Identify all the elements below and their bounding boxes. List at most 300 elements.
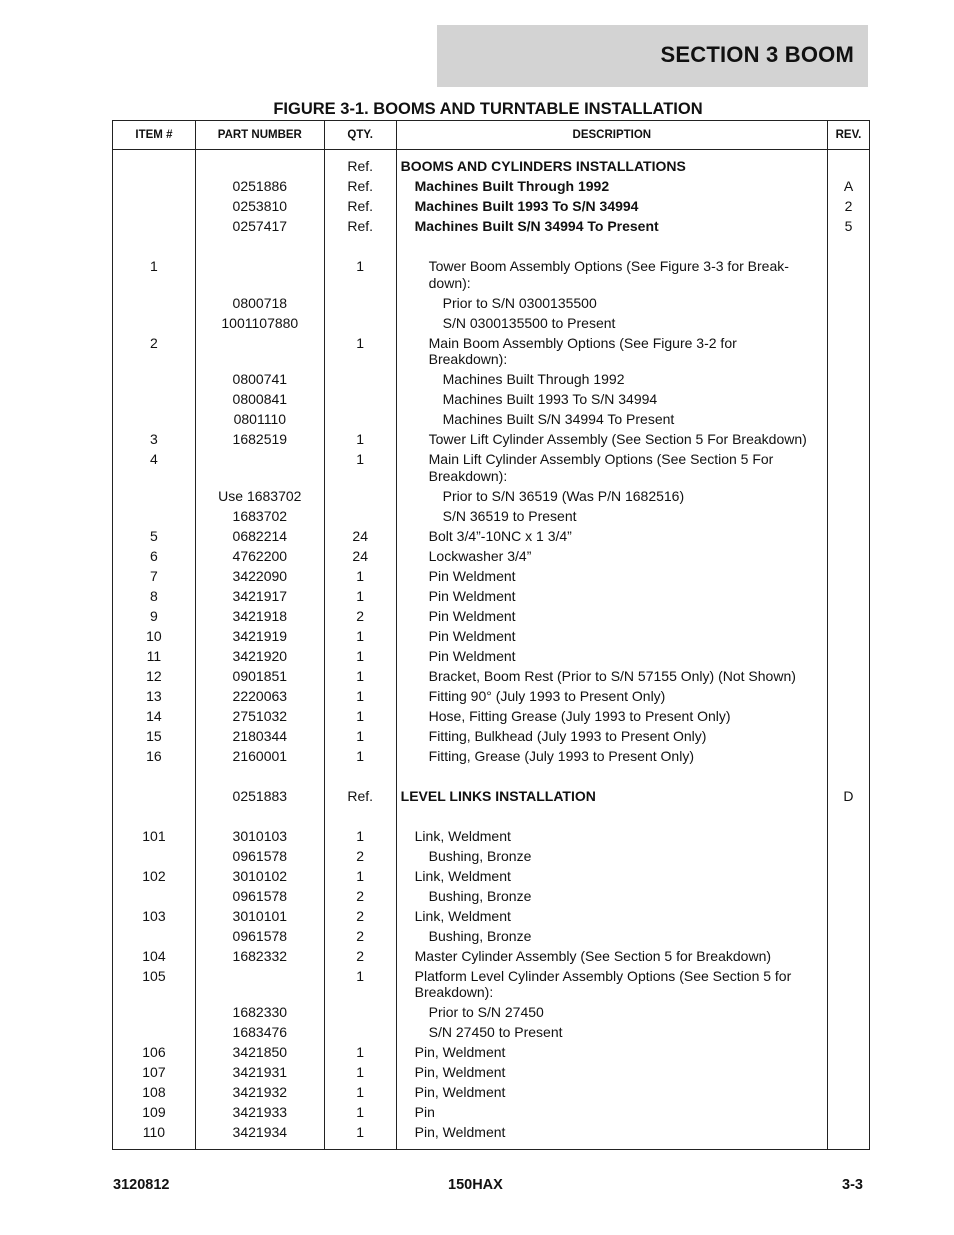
rev-cell	[827, 313, 869, 333]
figure-title: FIGURE 3-1. BOOMS AND TURNTABLE INSTALLATION	[273, 100, 703, 118]
part-number-cell: 1683702	[195, 506, 324, 526]
item-cell	[113, 886, 196, 906]
part-number-cell: 0961578	[195, 846, 324, 866]
description-cell	[396, 606, 827, 626]
table-spacer-row	[113, 806, 870, 826]
part-number-cell: 0800718	[195, 293, 324, 313]
part-number-cell	[195, 449, 324, 486]
description-cell	[396, 686, 827, 706]
description-text: Pin Weldment	[428, 587, 516, 604]
item-cell	[113, 409, 196, 429]
part-number-cell: 0961578	[195, 886, 324, 906]
rev-cell	[827, 866, 869, 886]
spacer-cell	[113, 806, 196, 826]
rev-cell: A	[827, 176, 869, 196]
rev-cell	[827, 726, 869, 746]
table-row	[113, 216, 870, 236]
description-text: Prior to S/N 36519 (Was P/N 1682516)	[442, 487, 685, 504]
description-cell	[396, 216, 827, 236]
qty-cell	[324, 486, 396, 506]
qty-cell: 1	[324, 1042, 396, 1062]
description-text: BOOMS AND CYLINDERS INSTALLATIONS	[400, 158, 686, 174]
description-text: Fitting, Bulkhead (July 1993 to Present Only)	[428, 727, 707, 744]
spacer-cell	[324, 236, 396, 256]
qty-cell: 1	[324, 256, 396, 293]
qty-cell: 2	[324, 846, 396, 866]
description-cell	[396, 389, 827, 409]
description-text: Bushing, Bronze	[428, 887, 532, 904]
description-cell	[396, 1042, 827, 1062]
rev-cell	[827, 1102, 869, 1122]
part-number-cell: 2160001	[195, 746, 324, 766]
rev-cell	[827, 966, 869, 1003]
table-row	[113, 506, 870, 526]
table-row	[113, 866, 870, 886]
rev-cell	[827, 666, 869, 686]
description-text: Lockwasher 3/4”	[428, 547, 532, 564]
qty-cell: 2	[324, 906, 396, 926]
qty-cell: 1	[324, 429, 396, 449]
item-cell	[113, 486, 196, 506]
qty-cell	[324, 409, 396, 429]
part-number-cell: 1683476	[195, 1022, 324, 1042]
qty-cell: 1	[324, 706, 396, 726]
table-row	[113, 826, 870, 846]
qty-cell: 24	[324, 546, 396, 566]
description-text: Pin Weldment	[428, 567, 516, 584]
col-header-description: DESCRIPTION	[396, 121, 827, 150]
rev-cell	[827, 606, 869, 626]
col-header-rev: REV.	[827, 121, 869, 150]
part-number-cell: 3421920	[195, 646, 324, 666]
table-row	[113, 333, 870, 370]
description-text: Machines Built S/N 34994 To Present	[442, 411, 675, 427]
qty-cell: 1	[324, 333, 396, 370]
description-cell	[396, 176, 827, 196]
part-number-cell: 2751032	[195, 706, 324, 726]
table-row	[113, 369, 870, 389]
item-cell: 103	[113, 906, 196, 926]
item-cell: 109	[113, 1102, 196, 1122]
item-cell: 6	[113, 546, 196, 566]
table-row	[113, 256, 870, 293]
table-row	[113, 1002, 870, 1022]
item-cell	[113, 176, 196, 196]
part-number-cell: 3421918	[195, 606, 324, 626]
parts-table	[112, 120, 870, 1150]
item-cell: 8	[113, 586, 196, 606]
rev-cell	[827, 1062, 869, 1082]
spacer-cell	[396, 806, 827, 826]
description-cell	[396, 526, 827, 546]
part-number-cell: 0901851	[195, 666, 324, 686]
description-text: Machines Built Through 1992	[442, 371, 625, 387]
item-cell	[113, 1022, 196, 1042]
item-cell	[113, 846, 196, 866]
description-text: S/N 27450 to Present	[428, 1024, 563, 1040]
table-row	[113, 409, 870, 429]
description-cell	[396, 1082, 827, 1102]
description-cell	[396, 1122, 827, 1149]
part-number-cell: 3421932	[195, 1082, 324, 1102]
rev-cell	[827, 886, 869, 906]
part-number-cell: 3421919	[195, 626, 324, 646]
description-cell	[396, 409, 827, 429]
part-number-cell: 1001107880	[195, 313, 324, 333]
description-text: S/N 0300135500 to Present	[442, 314, 616, 331]
part-number-cell: 0251886	[195, 176, 324, 196]
section-header	[437, 25, 868, 87]
item-cell: 102	[113, 866, 196, 886]
description-text: Platform Level Cylinder Assembly Options (See Section 5 for Breakdown):	[414, 967, 792, 1000]
qty-cell: 1	[324, 686, 396, 706]
spacer-cell	[195, 806, 324, 826]
table-row	[113, 1102, 870, 1122]
rev-cell	[827, 369, 869, 389]
description-text: Hose, Fitting Grease (July 1993 to Present Only)	[428, 707, 731, 724]
description-text: Prior to S/N 27450	[428, 1004, 544, 1020]
item-cell: 10	[113, 626, 196, 646]
description-cell	[396, 150, 827, 177]
description-cell	[396, 369, 827, 389]
part-number-cell: 0961578	[195, 926, 324, 946]
part-number-cell: 0800841	[195, 389, 324, 409]
part-number-cell: 0257417	[195, 216, 324, 236]
table-row	[113, 196, 870, 216]
part-number-cell: 0682214	[195, 526, 324, 546]
qty-cell: 2	[324, 946, 396, 966]
rev-cell	[827, 506, 869, 526]
qty-cell: 1	[324, 726, 396, 746]
description-text: Bushing, Bronze	[428, 927, 532, 944]
qty-cell: 1	[324, 966, 396, 1003]
description-text: Tower Boom Assembly Options (See Figure 3-3 for Break-down):	[428, 258, 789, 291]
item-cell: 3	[113, 429, 196, 449]
part-number-cell: 3010101	[195, 906, 324, 926]
spacer-cell	[324, 766, 396, 786]
table-row	[113, 726, 870, 746]
item-cell: 13	[113, 686, 196, 706]
description-text: Pin Weldment	[428, 627, 516, 644]
rev-cell	[827, 293, 869, 313]
description-cell	[396, 786, 827, 806]
description-text: Master Cylinder Assembly (See Section 5 for Breakdown)	[414, 947, 772, 964]
table-row	[113, 429, 870, 449]
footer-doc-number: 3120812	[113, 1177, 170, 1193]
qty-cell: Ref.	[324, 150, 396, 177]
description-cell	[396, 1002, 827, 1022]
qty-cell: 1	[324, 1082, 396, 1102]
spacer-cell	[113, 236, 196, 256]
table-row	[113, 646, 870, 666]
item-cell	[113, 150, 196, 177]
table-row	[113, 313, 870, 333]
description-text: Machines Built S/N 34994 To Present	[414, 218, 659, 234]
description-cell	[396, 966, 827, 1003]
part-number-cell: 3421850	[195, 1042, 324, 1062]
footer-model: 150HAX	[448, 1177, 503, 1193]
description-cell	[396, 906, 827, 926]
description-text: Pin, Weldment	[414, 1044, 506, 1060]
table-row	[113, 486, 870, 506]
description-text: Machines Built 1993 To S/N 34994	[442, 391, 658, 407]
description-text: Pin, Weldment	[414, 1124, 506, 1140]
rev-cell	[827, 429, 869, 449]
rev-cell	[827, 333, 869, 370]
item-cell: 4	[113, 449, 196, 486]
part-number-cell: 3010102	[195, 866, 324, 886]
description-text: Main Boom Assembly Options (See Figure 3-2 for Breakdown):	[428, 334, 737, 367]
item-cell	[113, 389, 196, 409]
item-cell: 101	[113, 826, 196, 846]
part-number-cell: 0251883	[195, 786, 324, 806]
qty-cell	[324, 389, 396, 409]
table-row	[113, 566, 870, 586]
item-cell: 1	[113, 256, 196, 293]
table-row	[113, 1022, 870, 1042]
qty-cell: 1	[324, 1062, 396, 1082]
table-spacer-row	[113, 766, 870, 786]
rev-cell	[827, 526, 869, 546]
table-row	[113, 606, 870, 626]
part-number-cell: 4762200	[195, 546, 324, 566]
table-row	[113, 926, 870, 946]
rev-cell	[827, 449, 869, 486]
description-text: Pin, Weldment	[414, 1084, 506, 1100]
table-row	[113, 1122, 870, 1149]
description-text: Bushing, Bronze	[428, 847, 532, 864]
description-cell	[396, 486, 827, 506]
description-cell	[396, 826, 827, 846]
item-cell: 106	[113, 1042, 196, 1062]
rev-cell	[827, 686, 869, 706]
qty-cell: 2	[324, 606, 396, 626]
qty-cell	[324, 313, 396, 333]
item-cell: 15	[113, 726, 196, 746]
description-text: Main Lift Cylinder Assembly Options (See Section 5 For Breakdown):	[428, 451, 774, 484]
rev-cell	[827, 1042, 869, 1062]
item-cell: 14	[113, 706, 196, 726]
rev-cell	[827, 1002, 869, 1022]
description-cell	[396, 313, 827, 333]
description-cell	[396, 586, 827, 606]
part-number-cell: 0253810	[195, 196, 324, 216]
spacer-cell	[195, 236, 324, 256]
table-row	[113, 786, 870, 806]
description-cell	[396, 846, 827, 866]
description-cell	[396, 646, 827, 666]
description-text: Fitting, Grease (July 1993 to Present Only)	[428, 747, 694, 764]
qty-cell: Ref.	[324, 216, 396, 236]
item-cell: 105	[113, 966, 196, 1003]
qty-cell: 2	[324, 926, 396, 946]
description-cell	[396, 1062, 827, 1082]
qty-cell	[324, 1002, 396, 1022]
rev-cell	[827, 586, 869, 606]
description-text: Bracket, Boom Rest (Prior to S/N 57155 Only) (Not Shown)	[428, 667, 796, 684]
item-cell	[113, 369, 196, 389]
rev-cell	[827, 546, 869, 566]
part-number-cell: 3421934	[195, 1122, 324, 1149]
description-cell	[396, 946, 827, 966]
part-number-cell: 3421933	[195, 1102, 324, 1122]
qty-cell: 1	[324, 746, 396, 766]
section-title: SECTION 3 BOOM	[660, 42, 854, 67]
part-number-cell: Use 1683702	[195, 486, 324, 506]
description-text: Link, Weldment	[414, 827, 511, 844]
part-number-cell: 3010103	[195, 826, 324, 846]
item-cell: 110	[113, 1122, 196, 1149]
table-spacer-row	[113, 236, 870, 256]
description-cell	[396, 866, 827, 886]
table-body	[113, 150, 870, 1150]
qty-cell: 1	[324, 449, 396, 486]
col-header-item: ITEM #	[113, 121, 196, 150]
table-row	[113, 449, 870, 486]
description-text: Machines Built Through 1992	[414, 178, 610, 194]
rev-cell: 5	[827, 216, 869, 236]
part-number-cell	[195, 333, 324, 370]
rev-cell	[827, 826, 869, 846]
description-text: S/N 36519 to Present	[442, 507, 577, 524]
spacer-cell	[827, 766, 869, 786]
part-number-cell: 3422090	[195, 566, 324, 586]
table-row	[113, 293, 870, 313]
item-cell	[113, 216, 196, 236]
table-row	[113, 1062, 870, 1082]
description-text: Pin, Weldment	[414, 1064, 506, 1080]
description-text: Pin Weldment	[428, 647, 516, 664]
description-cell	[396, 566, 827, 586]
table-header-row	[113, 121, 870, 150]
qty-cell	[324, 369, 396, 389]
rev-cell	[827, 566, 869, 586]
table-row	[113, 686, 870, 706]
rev-cell	[827, 486, 869, 506]
rev-cell	[827, 256, 869, 293]
description-text: Link, Weldment	[414, 907, 511, 924]
qty-cell: 1	[324, 1122, 396, 1149]
description-cell	[396, 666, 827, 686]
rev-cell	[827, 946, 869, 966]
rev-cell	[827, 1022, 869, 1042]
item-cell: 107	[113, 1062, 196, 1082]
item-cell	[113, 313, 196, 333]
qty-cell: 1	[324, 666, 396, 686]
table-row	[113, 666, 870, 686]
part-number-cell: 3421931	[195, 1062, 324, 1082]
item-cell	[113, 1002, 196, 1022]
description-cell	[396, 449, 827, 486]
rev-cell: 2	[827, 196, 869, 216]
table-row	[113, 906, 870, 926]
rev-cell	[827, 746, 869, 766]
qty-cell: Ref.	[324, 196, 396, 216]
description-text: Pin	[414, 1104, 435, 1120]
description-cell	[396, 1102, 827, 1122]
item-cell: 16	[113, 746, 196, 766]
rev-cell	[827, 1082, 869, 1102]
description-text: Fitting 90° (July 1993 to Present Only)	[428, 687, 666, 704]
table-row	[113, 546, 870, 566]
description-cell	[396, 506, 827, 526]
description-text: LEVEL LINKS INSTALLATION	[400, 787, 596, 804]
rev-cell	[827, 1122, 869, 1149]
description-cell	[396, 333, 827, 370]
description-text: Machines Built 1993 To S/N 34994	[414, 198, 639, 214]
part-number-cell: 3421917	[195, 586, 324, 606]
table-row	[113, 389, 870, 409]
table-row	[113, 1082, 870, 1102]
rev-cell	[827, 846, 869, 866]
part-number-cell: 0801110	[195, 409, 324, 429]
description-cell	[396, 256, 827, 293]
item-cell: 7	[113, 566, 196, 586]
spacer-cell	[396, 236, 827, 256]
description-text: Pin Weldment	[428, 607, 516, 624]
description-cell	[396, 726, 827, 746]
qty-cell: 1	[324, 866, 396, 886]
table-row	[113, 586, 870, 606]
description-text: Prior to S/N 0300135500	[442, 294, 597, 311]
description-cell	[396, 293, 827, 313]
description-text: Tower Lift Cylinder Assembly (See Section 5 For Breakdown)	[428, 431, 807, 447]
item-cell: 2	[113, 333, 196, 370]
part-number-cell: 1682519	[195, 429, 324, 449]
description-cell	[396, 746, 827, 766]
rev-cell	[827, 626, 869, 646]
item-cell	[113, 506, 196, 526]
footer-page-number: 3-3	[842, 1177, 863, 1193]
rev-cell	[827, 409, 869, 429]
part-number-cell	[195, 966, 324, 1003]
col-header-part-number: PART NUMBER	[195, 121, 324, 150]
part-number-cell: 0800741	[195, 369, 324, 389]
description-cell	[396, 926, 827, 946]
description-cell	[396, 706, 827, 726]
rev-cell	[827, 926, 869, 946]
spacer-cell	[324, 806, 396, 826]
item-cell: 5	[113, 526, 196, 546]
qty-cell: Ref.	[324, 786, 396, 806]
qty-cell: 1	[324, 1102, 396, 1122]
qty-cell	[324, 506, 396, 526]
qty-cell: 24	[324, 526, 396, 546]
qty-cell: 1	[324, 646, 396, 666]
rev-cell	[827, 906, 869, 926]
rev-cell	[827, 706, 869, 726]
rev-cell: D	[827, 786, 869, 806]
item-cell: 9	[113, 606, 196, 626]
rev-cell	[827, 150, 869, 177]
rev-cell	[827, 389, 869, 409]
qty-cell	[324, 293, 396, 313]
item-cell: 12	[113, 666, 196, 686]
spacer-cell	[195, 766, 324, 786]
qty-cell: 1	[324, 566, 396, 586]
description-cell	[396, 196, 827, 216]
table-row	[113, 626, 870, 646]
table-row	[113, 176, 870, 196]
table-row	[113, 1042, 870, 1062]
spacer-cell	[827, 236, 869, 256]
table-row	[113, 526, 870, 546]
item-cell	[113, 293, 196, 313]
description-text: Link, Weldment	[414, 867, 511, 884]
col-header-qty: QTY.	[324, 121, 396, 150]
item-cell	[113, 926, 196, 946]
item-cell	[113, 786, 196, 806]
